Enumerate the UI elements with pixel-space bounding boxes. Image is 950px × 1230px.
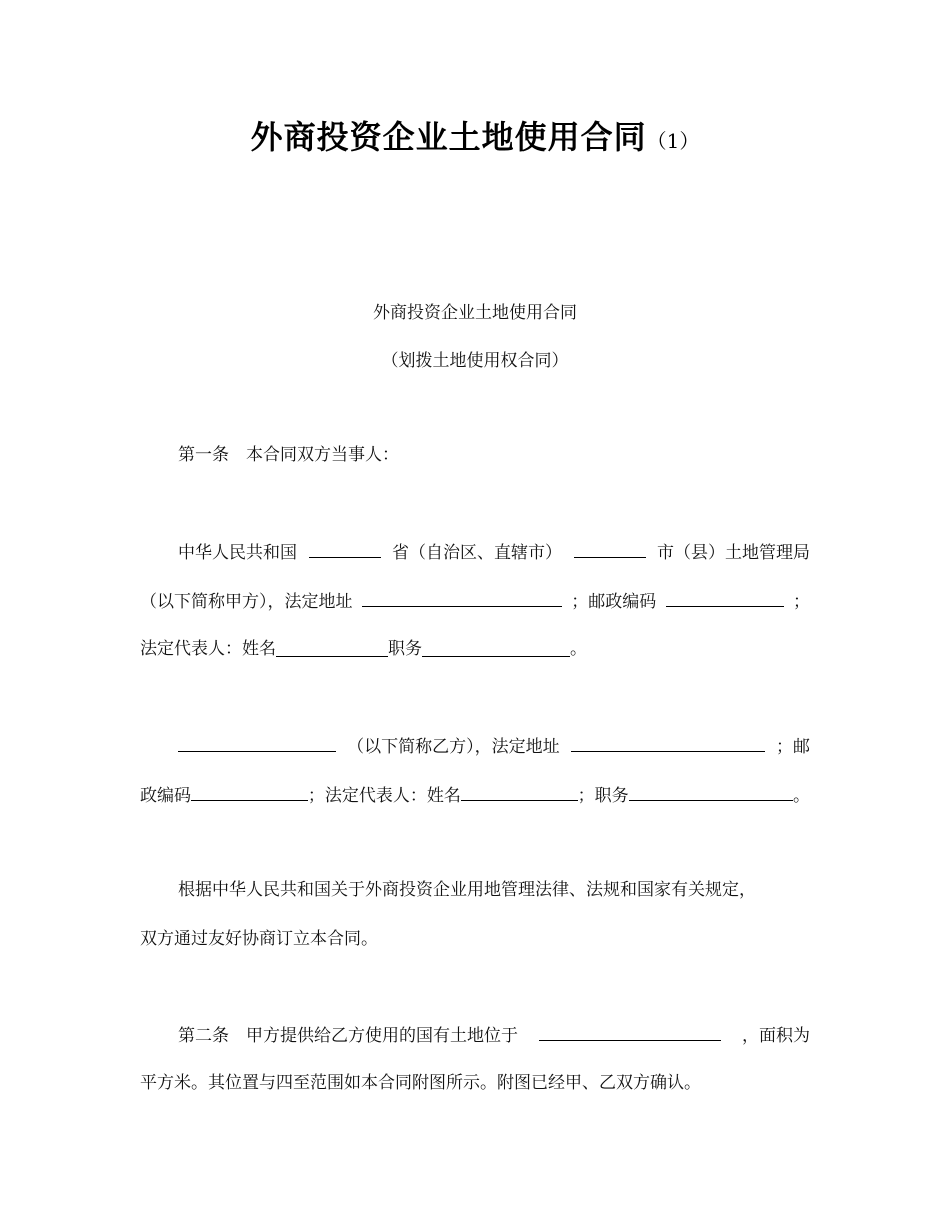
party-a-period: 。 <box>570 639 587 659</box>
party-a-rep-label: 法定代表人：姓名 <box>140 639 276 659</box>
party-b-address-label: （以下简称乙方），法定地址 <box>347 737 560 757</box>
title-text: 外商投资企业土地使用合同 <box>250 118 647 156</box>
basis-line2: 双方通过友好协商订立本合同。 <box>140 929 378 949</box>
party-b-line1 <box>178 733 810 759</box>
party-b-title-blank[interactable] <box>629 782 793 801</box>
party-b-rep-label: ；法定代表人：姓名 <box>307 786 461 806</box>
article2-line1 <box>178 1022 810 1048</box>
party-a-line2 <box>140 588 810 614</box>
party-a-title-label: 职务 <box>388 639 422 659</box>
party-b-post-label: ；邮 <box>775 737 810 757</box>
land-location-blank[interactable] <box>539 1022 721 1041</box>
basis-line1: 根据中华人民共和国关于外商投资企业用地管理法律、法规和国家有关规定， <box>178 880 756 900</box>
party-a-semicolon: ； <box>793 592 810 612</box>
party-b-address-blank[interactable] <box>571 733 765 752</box>
city-blank[interactable] <box>574 539 646 558</box>
party-b-rep-blank[interactable] <box>461 782 578 801</box>
party-b-title-label: ；职务 <box>577 786 629 806</box>
party-b-name-blank[interactable] <box>178 733 336 752</box>
party-a-postcode-label: ；邮政编码 <box>571 592 657 612</box>
party-a-line3 <box>140 637 810 661</box>
party-a-bureau: 市（县）土地管理局 <box>657 543 810 563</box>
title-suffix: （1） <box>646 129 700 153</box>
party-b-postcode-blank[interactable] <box>191 782 308 801</box>
party-a-address-blank[interactable] <box>362 588 562 607</box>
party-b-line2 <box>140 782 810 808</box>
article1-heading: 第一条 本合同双方当事人： <box>178 445 399 465</box>
document-title <box>0 112 950 158</box>
subtitle: 外商投资企业土地使用合同 <box>373 303 577 323</box>
article2-location-label: 第二条 甲方提供给乙方使用的国有土地位于 <box>178 1026 518 1046</box>
party-a-province: 省（自治区、直辖市） <box>392 543 562 563</box>
province-blank[interactable] <box>309 539 381 558</box>
article2-line2: 平方米。其位置与四至范围如本合同附图所示。附图已经甲、乙双方确认。 <box>140 1073 701 1093</box>
party-a-country: 中华人民共和国 <box>178 543 297 563</box>
subtitle-2: （划拨土地使用权合同） <box>381 351 569 371</box>
article2-area-label: ，面积为 <box>742 1026 810 1046</box>
party-b-postcode-label: 政编码 <box>140 786 191 806</box>
party-a-line1 <box>178 539 810 565</box>
party-a-postcode-blank[interactable] <box>666 588 784 607</box>
party-b-period: 。 <box>793 786 810 806</box>
party-a-title-blank[interactable] <box>422 638 570 657</box>
party-a-address-label: （以下简称甲方），法定地址 <box>140 592 353 612</box>
party-a-name-blank[interactable] <box>276 638 388 657</box>
